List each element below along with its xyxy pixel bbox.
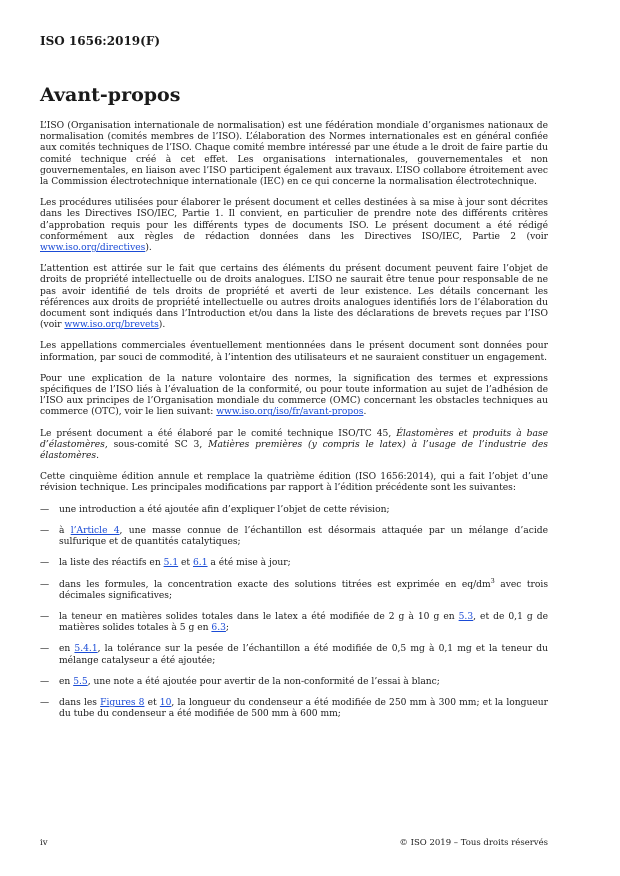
directives-link[interactable]: www.iso.org/directives bbox=[40, 243, 146, 254]
paragraph-voluntary: Pour une explication de la nature volontaire des normes, la signification des termes et expressions spécifiques de l’ISO liés à l’évaluation de la conformité, ou pour toute information au sujet de l’adhésion de l’ISO aux principes de l’Organisation mondiale du commerce (OMC) concernant les obstacles techniques au commerce (OTC), voir le lien suivant: www.iso.org/iso/fr/avant-propos. bbox=[40, 373, 548, 418]
document-body bbox=[40, 121, 548, 730]
list-item: — la liste des réactifs en 5.1 et 6.1 a été mise à jour; bbox=[40, 558, 291, 569]
list-item: — en 5.5, une note a été ajoutée pour avertir de la non-conformité de l’essai à blanc; bbox=[40, 676, 440, 687]
section-5-5-link[interactable]: 5.5 bbox=[73, 676, 88, 687]
page-number: iv bbox=[40, 838, 48, 848]
patents-link[interactable]: www.iso.org/brevets bbox=[64, 320, 159, 331]
paragraph-patents: L’attention est attirée sur le fait que certains des éléments du présent document peuvent faire l’objet de droits de propriété intellectuelle ou de droits analogues. L’ISO ne saurait être tenue pour responsable de ne pas avoir identifié de tels droits de propriété et averti de leur existence. Les détails concernant les références aux droits de propriété intellectuelle ou autres droits analogues identifiés lors de l’élaboration du document sont indiqués dans l’Introduction et/ou dans la liste des déclarations de brevets reçues par l’ISO (voir www.iso.org/brevets). bbox=[40, 264, 548, 331]
paragraph-iso-intro: L’ISO (Organisation internationale de normalisation) est une fédération mondiale d’organismes nationaux de normalisation (comités membres de l’ISO). L’élaboration des Normes internationales est en général confiée aux comités techniques de l’ISO. Chaque comité membre intéressé par une étude a le droit de faire partie du comité technique créé à cet effet. Les organisations internationales, gouvernementales et non gouvernementales, en liaison avec l’ISO participent également aux travaux. L’ISO collabore étroitement avec la Commission électrotechnique internationale (IEC) en ce qui concerne la normalisation électrotechnique. bbox=[40, 121, 548, 188]
paragraph-procedures: Les procédures utilisées pour élaborer le présent document et celles destinées à sa mise à jour sont décrites dans les Directives ISO/IEC, Partie 1. Il convient, en particulier de prendre note des différents critères d’approbation requis pour les différents types de documents ISO. Le présent document a été rédigé conformément aux règles de rédaction données dans les Directives ISO/IEC, Partie 2 (voir www.iso.org/directives). bbox=[40, 198, 548, 254]
page-title: Avant-propos bbox=[40, 84, 181, 106]
changes-list bbox=[40, 505, 548, 721]
list-item: — dans les formules, la concentration exacte des solutions titrées est exprimée en $eq/dm^3$ avec trois décimales significatives; bbox=[40, 576, 548, 601]
article-4-link[interactable]: l’Article 4 bbox=[70, 525, 120, 536]
foreword-link[interactable]: www.iso.org/iso/fr/avant-propos bbox=[216, 407, 364, 418]
list-item: — à l’Article 4, une masse connue de l’échantillon est désormais attaquée par un mélange d’acide sulfurique et de quantités catalytiques; bbox=[40, 525, 549, 548]
section-6-1-link[interactable]: 6.1 bbox=[193, 558, 208, 569]
standard-identifier: ISO 1656:2019(F) bbox=[40, 34, 161, 48]
list-item: — la teneur en matières solides totales dans le latex a été modifiée de 2 g à 10 g en 5.3, et de 0,1 g de matières solides totales à 5 g en 6.3; bbox=[40, 611, 548, 634]
copyright-notice: © ISO 2019 – Tous droits réservés bbox=[399, 838, 548, 848]
paragraph-committee: Le présent document a été élaboré par le comité technique ISO/TC 45, Élastomères et produits à base d’élastomères, sous-comité SC 3, Matières premières (y compris le latex) à l’usage de l’industrie des élastomères. bbox=[40, 428, 548, 462]
list-item: — en 5.4.1, la tolérance sur la pesée de l’échantillon a été modifiée de 0,5 mg à 0,1 mg et la teneur du mélange catalyseur a été ajoutée; bbox=[40, 644, 548, 666]
section-6-3-link[interactable]: 6.3 bbox=[211, 623, 226, 634]
paragraph-edition: Cette cinquième édition annule et remplace la quatrième édition (ISO 1656:2014), qui a fait l’objet d’une révision technique. Les principales modifications par rapport à l’édition précédente sont les suivantes: bbox=[40, 472, 548, 494]
list-item: — dans les Figures 8 et 10, la longueur du condenseur a été modifiée de 250 mm à 300 mm; et la longueur du tube du condenseur a été modifiée de 500 mm à 600 mm; bbox=[40, 697, 548, 720]
figure-10-link[interactable]: 10 bbox=[159, 697, 172, 708]
figure-8-link[interactable]: Figures 8 bbox=[100, 697, 145, 708]
section-5-4-1-link[interactable]: 5.4.1 bbox=[74, 644, 98, 655]
paragraph-trade-names: Les appellations commerciales éventuellement mentionnées dans le présent document sont données pour information, par souci de commodité, à l’intention des utilisateurs et ne sauraient constituer un engagement. bbox=[40, 341, 548, 363]
section-5-3-link[interactable]: 5.3 bbox=[458, 611, 474, 622]
list-item: — une introduction a été ajoutée afin d’expliquer l’objet de cette révision; bbox=[40, 504, 390, 515]
section-5-1-link[interactable]: 5.1 bbox=[163, 558, 179, 569]
